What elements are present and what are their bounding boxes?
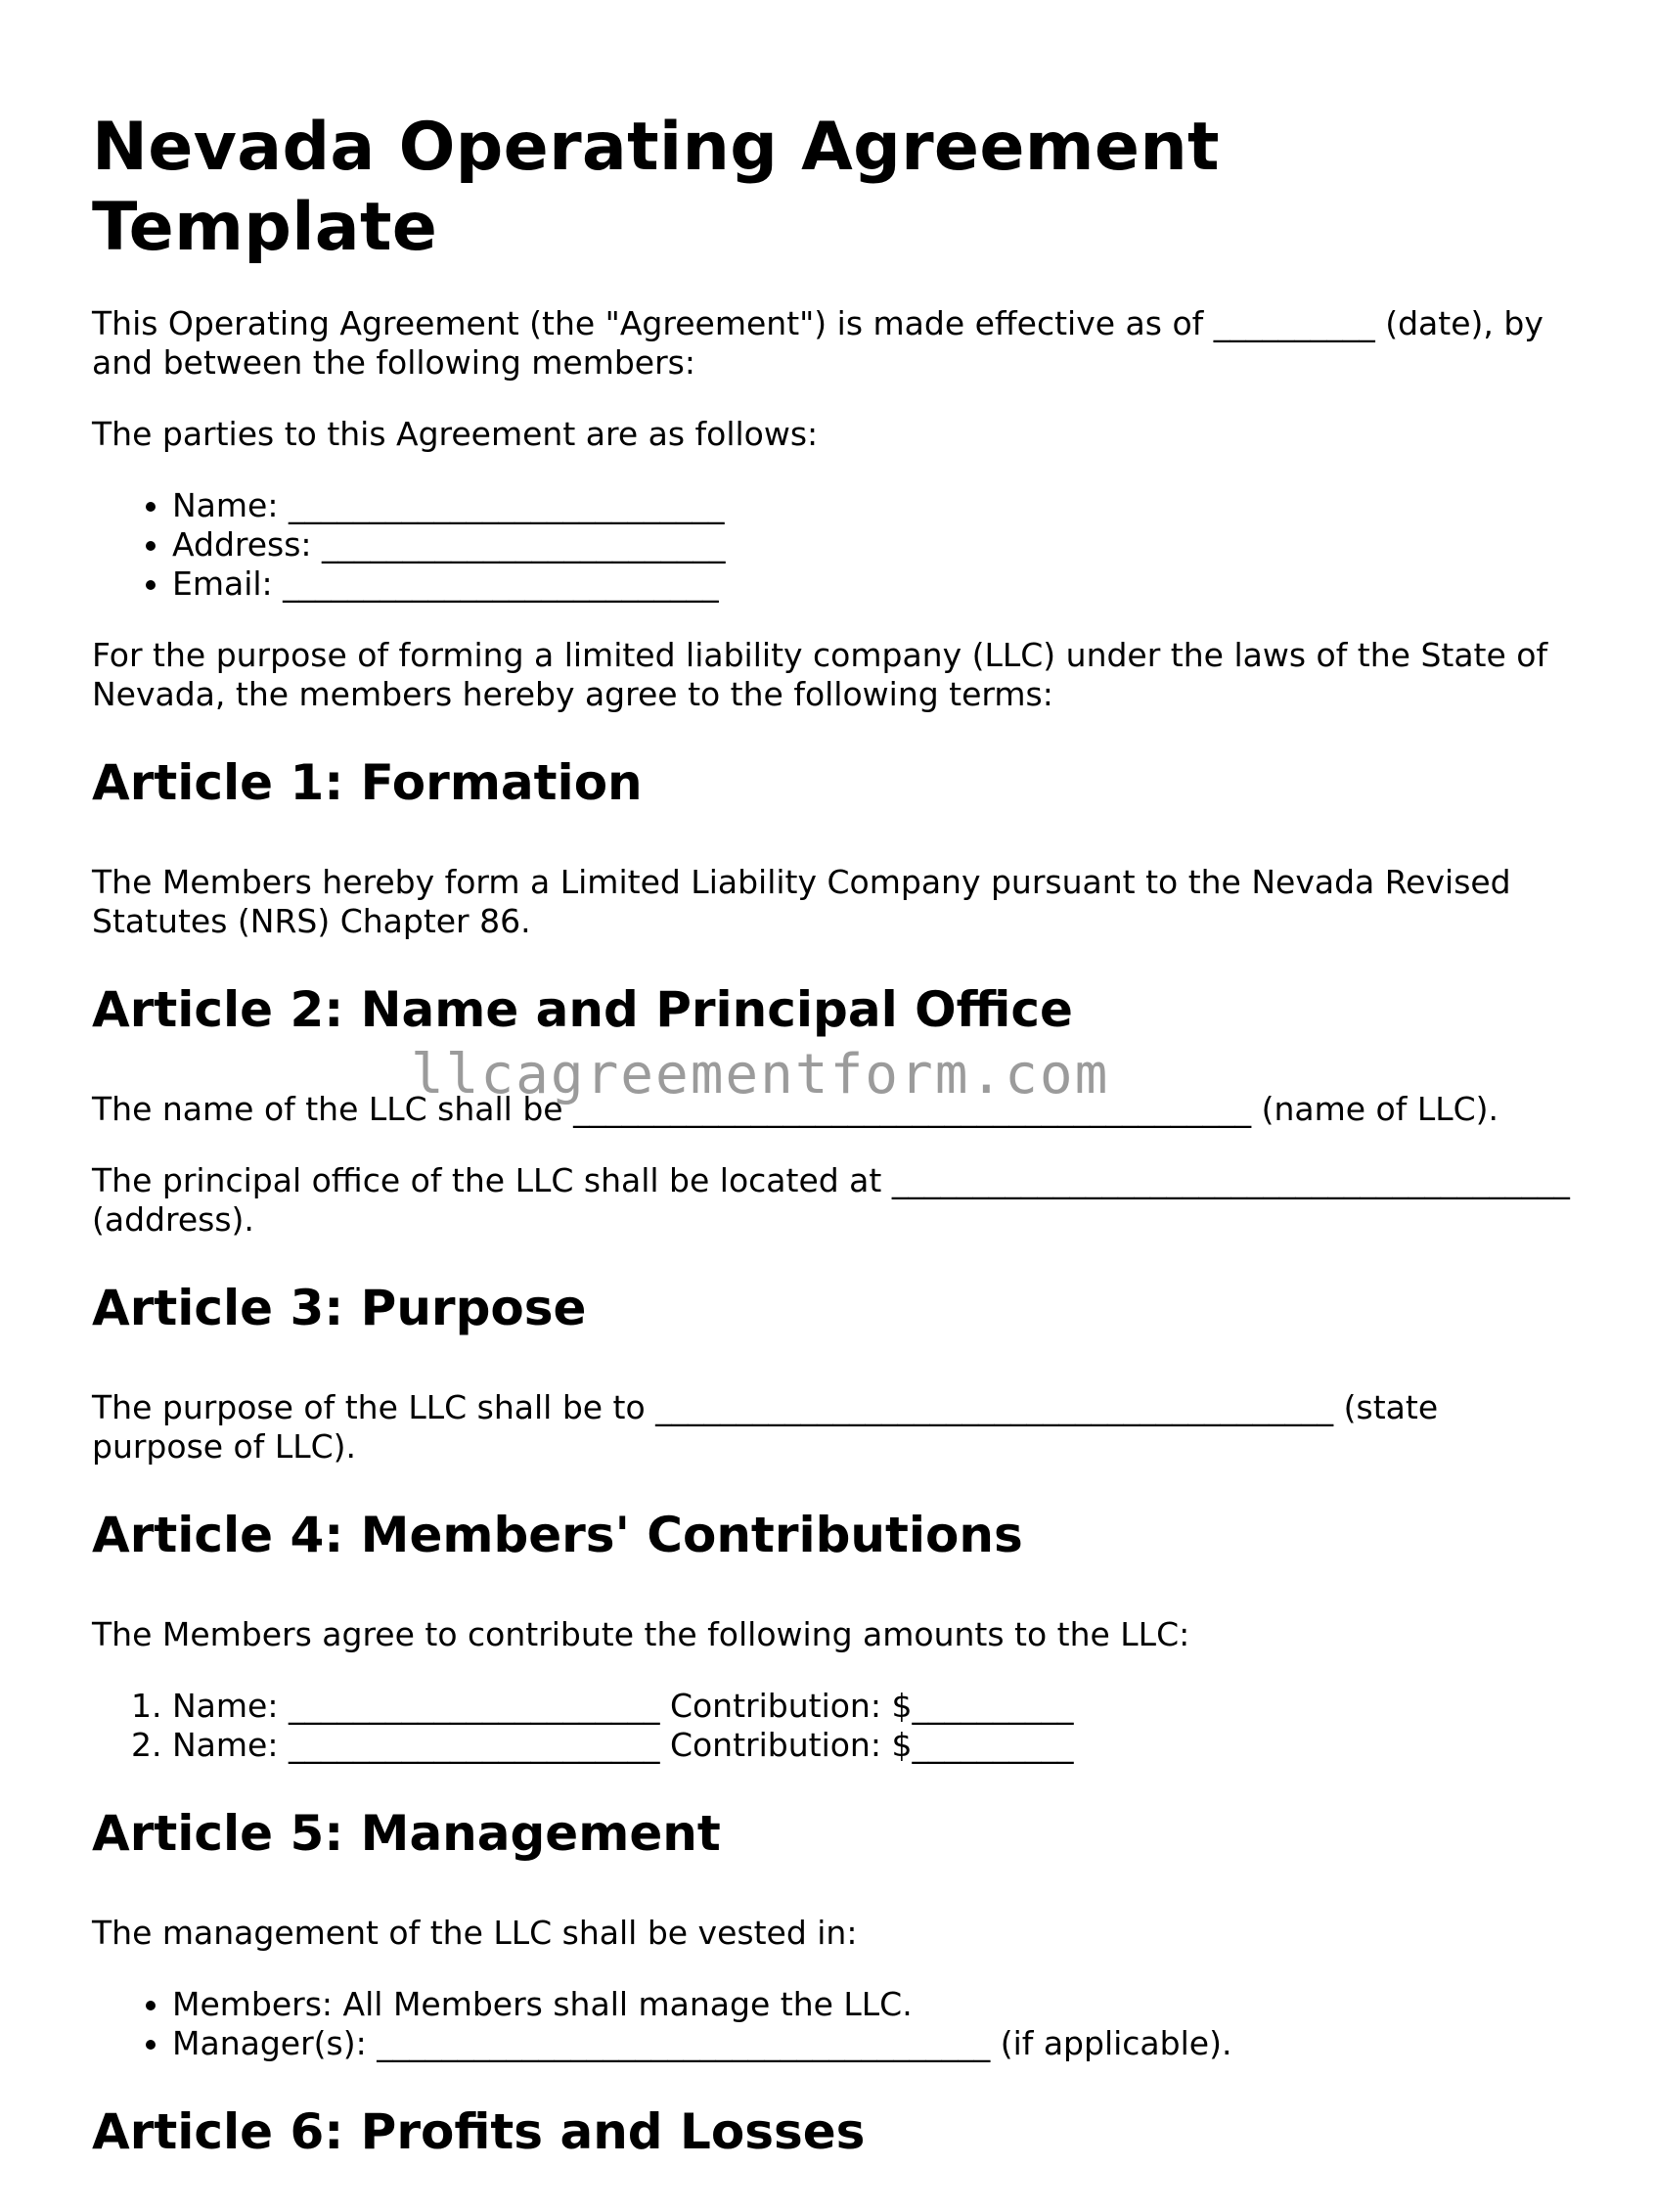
intro-effective-paragraph: This Operating Agreement (the "Agreement") is made effective as of __________ (date), by and between the following members: [92, 304, 1543, 383]
article-1-heading: Article 1: Formation [92, 754, 643, 812]
article-4-paragraph: The Members agree to contribute the following amounts to the LLC: [92, 1615, 1190, 1654]
party-name-field: • Name: ___________________________ [172, 486, 1579, 525]
contributions-list [92, 1687, 1579, 1765]
management-members-item: • Members: All Members shall manage the LLC. [172, 1985, 1579, 2024]
party-address-field: • Address: _________________________ [172, 525, 1579, 564]
contribution-item: 1. Name: _______________________ Contribution: $__________ [172, 1687, 1579, 1726]
article-2-heading: Article 2: Name and Principal Office [92, 981, 1073, 1039]
article-6-heading: Article 6: Profits and Losses [92, 2103, 866, 2161]
party-email-field: • Email: ___________________________ [172, 564, 1579, 604]
page-title: Nevada Operating Agreement Template [92, 109, 1220, 266]
article-3-paragraph: The purpose of the LLC shall be to __________________________________________ (state purpose of LLC). [92, 1388, 1439, 1467]
article-2-llc-name-paragraph: The name of the LLC shall be __________________________________________ (name of LLC). [92, 1090, 1498, 1129]
article-2-office-paragraph: The principal office of the LLC shall be located at __________________________________________ (address). [92, 1161, 1570, 1240]
parties-lead-paragraph: The parties to this Agreement are as follows: [92, 415, 819, 454]
article-3-heading: Article 3: Purpose [92, 1280, 587, 1337]
management-list [92, 1985, 1579, 2063]
article-4-heading: Article 4: Members' Contributions [92, 1507, 1023, 1564]
article-5-heading: Article 5: Management [92, 1805, 721, 1863]
party-fields-list [92, 486, 1579, 604]
document-page [92, 108, 1579, 2212]
management-managers-item: • Manager(s): ______________________________________ (if applicable). [172, 2024, 1579, 2063]
article-5-paragraph: The management of the LLC shall be vested in: [92, 1914, 858, 1953]
contribution-item: 2. Name: _______________________ Contribution: $__________ [172, 1726, 1579, 1765]
article-1-paragraph: The Members hereby form a Limited Liability Company pursuant to the Nevada Revised Statutes (NRS) Chapter 86. [92, 863, 1511, 941]
watermark: llcagreementform.com [411, 1043, 1110, 1106]
purpose-lead-paragraph: For the purpose of forming a limited liability company (LLC) under the laws of the State of Nevada, the members hereby agree to the following terms: [92, 636, 1548, 714]
